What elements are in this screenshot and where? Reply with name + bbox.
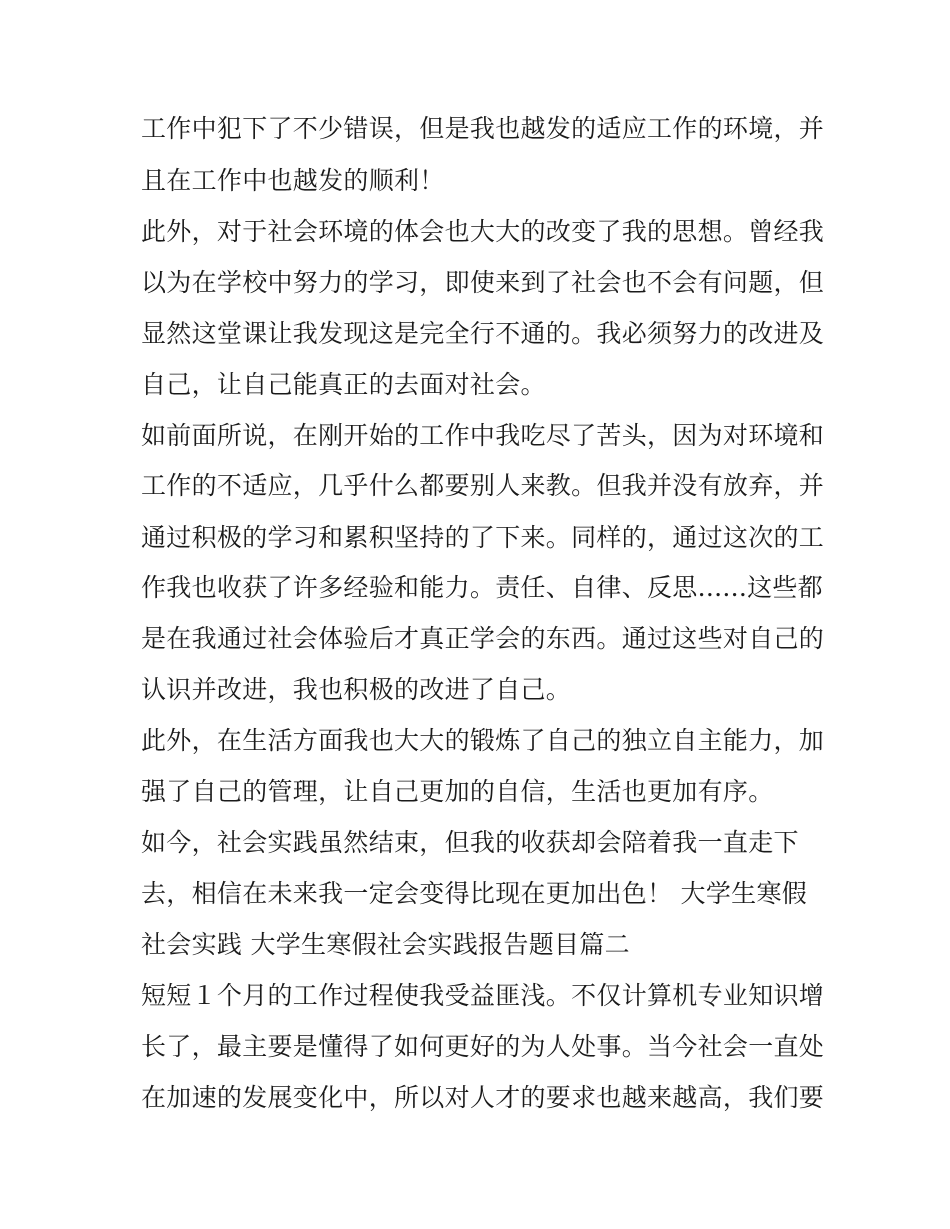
text-line: 是在我通过社会体验后才真正学会的东西。通过这些对自己的 [141,624,825,653]
text-line: 社会实践 大学生寒假社会实践报告题目篇二 [141,930,630,959]
text-line: 认识并改进，我也积极的改进了自己。 [141,675,572,704]
text-line: 以为在学校中努力的学习，即使来到了社会也不会有问题，但 [141,268,825,297]
text-line: 作我也收获了许多经验和能力。责任、自律、反思......这些都 [141,573,823,602]
text-line: 如前面所说，在刚开始的工作中我吃尽了苦头，因为对环境和 [141,421,825,450]
text-line: 短短１个月的工作过程使我受益匪浅。不仅计算机专业知识增 [141,981,825,1010]
text-line: 在加速的发展变化中，所以对人才的要求也越来越高，我们要 [141,1083,825,1112]
text-line: 工作的不适应，几乎什么都要别人来教。但我并没有放弃，并 [141,471,825,500]
text-line: 显然这堂课让我发现这是完全行不通的。我必须努力的改进及 [141,319,825,348]
text-line: 如今，社会实践虽然结束，但我的收获却会陪着我一直走下 [141,828,799,857]
text-line: 此外，在生活方面我也大大的锻炼了自己的独立自主能力，加 [141,726,825,755]
text-line: 强了自己的管理，让自己更加的自信，生活也更加有序。 [141,777,774,806]
text-line: 通过积极的学习和累积坚持的了下来。同样的，通过这次的工 [141,523,825,552]
text-line: 自己，让自己能真正的去面对社会。 [141,370,546,399]
text-line: 且在工作中也越发的顺利！ [141,166,445,195]
text-line: 工作中犯下了不少错误，但是我也越发的适应工作的环境，并 [141,114,825,143]
text-line: 长了，最主要是懂得了如何更好的为人处事。当今社会一直处 [141,1032,825,1061]
text-line: 去，相信在未来我一定会变得比现在更加出色！ 大学生寒假 [141,879,808,908]
text-line: 此外，对于社会环境的体会也大大的改变了我的思想。曾经我 [141,217,825,246]
